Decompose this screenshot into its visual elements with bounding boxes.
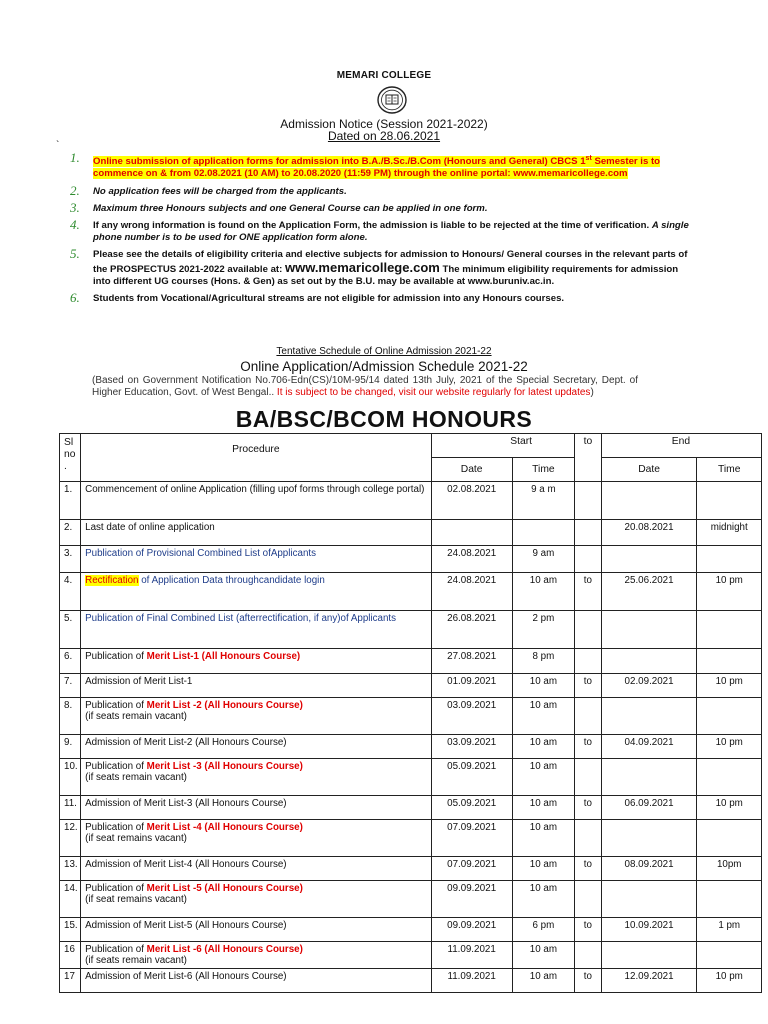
table-row <box>60 735 762 759</box>
table-row <box>60 546 762 573</box>
row-end-time: 10 pm <box>697 735 762 759</box>
row-start-time: 10 am <box>512 573 574 611</box>
row-start-date: 03.09.2021 <box>431 735 512 759</box>
stray-mark: ` <box>56 140 60 151</box>
row-sl: 11. <box>60 796 81 820</box>
row-procedure: Admission of Merit List-4 (All Honours Course) <box>81 857 431 881</box>
row-start-time: 2 pm <box>512 611 574 649</box>
row-end-date <box>601 881 697 918</box>
row-start-date: 01.09.2021 <box>431 674 512 698</box>
row-end-time <box>697 820 762 857</box>
row-start-date <box>431 520 512 546</box>
row-start-time: 10 am <box>512 735 574 759</box>
header-end-date: Date <box>601 458 697 482</box>
row-start-date: 09.09.2021 <box>431 881 512 918</box>
header-start-time: Time <box>512 458 574 482</box>
row-sl: 3. <box>60 546 81 573</box>
row-end-time <box>697 942 762 969</box>
table-row <box>60 759 762 796</box>
row-end-date <box>601 546 697 573</box>
row-start-time: 8 pm <box>512 649 574 674</box>
row-procedure: Publication of Merit List -6 (All Honours Course) (if seats remain vacant) <box>81 942 431 969</box>
row-end-time: 10 pm <box>697 796 762 820</box>
row-start-time: 6 pm <box>512 918 574 942</box>
row-procedure: Admission of Merit List-1 <box>81 674 431 698</box>
row-sl: 16 <box>60 942 81 969</box>
table-row <box>60 482 762 520</box>
row-start-date: 05.09.2021 <box>431 759 512 796</box>
header-sl: Sl no . <box>60 434 81 482</box>
row-end-time <box>697 482 762 520</box>
notice-item: 5. Please see the details of eligibility criteria and elective subjects for admission to Honours/ General courses in the relevant parts of the PROSPECTUS 2021-2022 available at: www.memaricollege.com The minimum eligibility requirements for admission into different UG courses (Hons. & Gen) as set out by the B.U. may be available at www.buruniv.ac.in. <box>70 246 688 287</box>
table-row <box>60 820 762 857</box>
row-procedure: Publication of Final Combined List (afterrectification, if any)of Applicants <box>81 611 431 649</box>
row-end-date: 04.09.2021 <box>601 735 697 759</box>
row-start-date: 26.08.2021 <box>431 611 512 649</box>
row-to: to <box>575 735 602 759</box>
row-to: to <box>575 674 602 698</box>
row-procedure: Last date of online application <box>81 520 431 546</box>
row-to <box>575 520 602 546</box>
table-row <box>60 520 762 546</box>
row-to: to <box>575 969 602 993</box>
row-end-date: 25.06.2021 <box>601 573 697 611</box>
row-end-time <box>697 546 762 573</box>
row-sl: 7. <box>60 674 81 698</box>
row-procedure: Publication of Merit List -5 (All Honours Course) (if seat remains vacant) <box>81 881 431 918</box>
table-row <box>60 674 762 698</box>
row-procedure: Publication of Merit List -4 (All Honours Course) (if seat remains vacant) <box>81 820 431 857</box>
row-end-time <box>697 881 762 918</box>
row-end-time: 10pm <box>697 857 762 881</box>
table-row <box>60 796 762 820</box>
row-end-date: 06.09.2021 <box>601 796 697 820</box>
row-end-time <box>697 649 762 674</box>
row-end-time <box>697 759 762 796</box>
header-end: End <box>601 434 761 458</box>
row-to: to <box>575 918 602 942</box>
row-sl: 6. <box>60 649 81 674</box>
table-row <box>60 918 762 942</box>
row-to <box>575 482 602 520</box>
table-row <box>60 649 762 674</box>
row-procedure: Publication of Merit List -3 (All Honours Course) (if seats remain vacant) <box>81 759 431 796</box>
table-row <box>60 969 762 993</box>
row-start-time: 10 am <box>512 759 574 796</box>
row-sl: 2. <box>60 520 81 546</box>
row-end-date <box>601 698 697 735</box>
section-title: BA/BSC/BCOM HONOURS <box>235 406 533 432</box>
row-start-time <box>512 520 574 546</box>
header-procedure: Procedure <box>81 434 431 482</box>
row-start-time: 9 am <box>512 546 574 573</box>
row-start-date: 07.09.2021 <box>431 820 512 857</box>
row-start-date: 07.09.2021 <box>431 857 512 881</box>
row-sl: 10. <box>60 759 81 796</box>
schedule-note: (Based on Government Notification No.706-Edn(CS)/10M-95/14 dated 13th July, 2021 of the Special Secretary, Dept. of Higher Education, Govt. of West Bengal.. It is subject to be changed, visit our website regularly for latest updates) <box>92 375 638 398</box>
row-procedure: Rectification of Application Data throughcandidate login <box>81 573 431 611</box>
row-sl: 14. <box>60 881 81 918</box>
row-to <box>575 820 602 857</box>
row-to <box>575 881 602 918</box>
row-to <box>575 611 602 649</box>
row-end-date <box>601 649 697 674</box>
row-start-date: 02.08.2021 <box>431 482 512 520</box>
row-to: to <box>575 573 602 611</box>
row-start-date: 03.09.2021 <box>431 698 512 735</box>
row-sl: 5. <box>60 611 81 649</box>
row-start-date: 05.09.2021 <box>431 796 512 820</box>
row-end-time: midnight <box>697 520 762 546</box>
row-start-time: 10 am <box>512 698 574 735</box>
table-row <box>60 611 762 649</box>
notice-text-highlighted: Online submission of application forms for admission into B.A./B.Sc./B.Com (Honours and General) CBCS 1st Semester is to commence on & from 02.08.2021 (10 AM) to 20.08.2020 (11:59 PM) through the online portal: www.memaricollege.com <box>93 155 661 180</box>
row-sl: 9. <box>60 735 81 759</box>
table-row <box>60 573 762 611</box>
row-end-date: 02.09.2021 <box>601 674 697 698</box>
row-to <box>575 649 602 674</box>
notice-item: 1. Online submission of application forms for admission into B.A./B.Sc./B.Com (Honours and General) CBCS 1st Semester is to commence on & from 02.08.2021 (10 AM) to 20.08.2020 (11:59 PM) through the online portal: www.memaricollege.com <box>70 150 661 180</box>
college-website-link[interactable]: www.memaricollege.com <box>284 259 440 275</box>
row-to: to <box>575 796 602 820</box>
row-end-time: 10 pm <box>697 573 762 611</box>
row-procedure: Admission of Merit List-2 (All Honours Course) <box>81 735 431 759</box>
row-end-time: 1 pm <box>697 918 762 942</box>
row-to <box>575 942 602 969</box>
row-to <box>575 698 602 735</box>
row-procedure: Admission of Merit List-6 (All Honours Course) <box>81 969 431 993</box>
row-to: to <box>575 857 602 881</box>
row-end-date: 12.09.2021 <box>601 969 697 993</box>
row-end-date <box>601 611 697 649</box>
college-name: MEMARI COLLEGE <box>336 70 432 81</box>
row-end-date <box>601 942 697 969</box>
notice-date: Dated on 28.06.2021 <box>327 129 441 143</box>
college-logo <box>377 86 407 114</box>
row-end-time: 10 pm <box>697 969 762 993</box>
schedule-subtitle: Online Application/Admission Schedule 2021-22 <box>240 359 528 374</box>
row-start-time: 10 am <box>512 820 574 857</box>
row-end-time <box>697 611 762 649</box>
row-procedure: Publication of Merit List-1 (All Honours Course) <box>81 649 431 674</box>
row-sl: 13. <box>60 857 81 881</box>
row-procedure: Publication of Provisional Combined List ofApplicants <box>81 546 431 573</box>
row-start-date: 11.09.2021 <box>431 969 512 993</box>
row-sl: 12. <box>60 820 81 857</box>
notice-item: 6. Students from Vocational/Agricultural streams are not eligible for admission into any Honours courses. <box>70 290 565 306</box>
row-end-date: 10.09.2021 <box>601 918 697 942</box>
row-end-date: 20.08.2021 <box>601 520 697 546</box>
row-end-time <box>697 698 762 735</box>
table-row <box>60 881 762 918</box>
header-start-date: Date <box>431 458 512 482</box>
row-start-time: 10 am <box>512 674 574 698</box>
row-end-date <box>601 482 697 520</box>
row-end-time: 10 pm <box>697 674 762 698</box>
header-end-time: Time <box>697 458 762 482</box>
row-end-date <box>601 759 697 796</box>
header-to: to <box>575 434 602 482</box>
row-start-date: 11.09.2021 <box>431 942 512 969</box>
row-start-date: 27.08.2021 <box>431 649 512 674</box>
row-end-date <box>601 820 697 857</box>
row-to <box>575 759 602 796</box>
table-row <box>60 698 762 735</box>
row-to <box>575 546 602 573</box>
row-start-time: 10 am <box>512 969 574 993</box>
row-start-time: 9 a m <box>512 482 574 520</box>
notice-list <box>70 150 694 310</box>
row-start-date: 24.08.2021 <box>431 546 512 573</box>
row-sl: 17 <box>60 969 81 993</box>
table-row <box>60 857 762 881</box>
row-sl: 1. <box>60 482 81 520</box>
row-start-time: 10 am <box>512 796 574 820</box>
row-procedure: Admission of Merit List-5 (All Honours Course) <box>81 918 431 942</box>
row-sl: 15. <box>60 918 81 942</box>
schedule-table <box>59 433 762 993</box>
row-sl: 4. <box>60 573 81 611</box>
row-end-date: 08.09.2021 <box>601 857 697 881</box>
row-start-time: 10 am <box>512 942 574 969</box>
header-start: Start <box>431 434 575 458</box>
tentative-schedule-title: Tentative Schedule of Online Admission 2021-22 <box>276 346 492 357</box>
notice-item: 4. If any wrong information is found on the Application Form, the admission is liable to be rejected at the time of verification. A single phone number is to be used for ONE application form alone. <box>70 217 689 244</box>
row-procedure: Commencement of online Application (filling upof forms through college portal) <box>81 482 431 520</box>
row-procedure: Admission of Merit List-3 (All Honours Course) <box>81 796 431 820</box>
notice-title: Admission Notice (Session 2021-2022) <box>280 117 488 131</box>
row-start-time: 10 am <box>512 881 574 918</box>
row-start-time: 10 am <box>512 857 574 881</box>
row-sl: 8. <box>60 698 81 735</box>
row-start-date: 24.08.2021 <box>431 573 512 611</box>
table-row <box>60 942 762 969</box>
row-start-date: 09.09.2021 <box>431 918 512 942</box>
notice-item: 2. No application fees will be charged from the applicants. <box>70 182 347 198</box>
row-procedure: Publication of Merit List -2 (All Honours Course) (if seats remain vacant) <box>81 698 431 735</box>
notice-item: 3. Maximum three Honours subjects and one General Course can be applied in one form. <box>70 199 488 215</box>
